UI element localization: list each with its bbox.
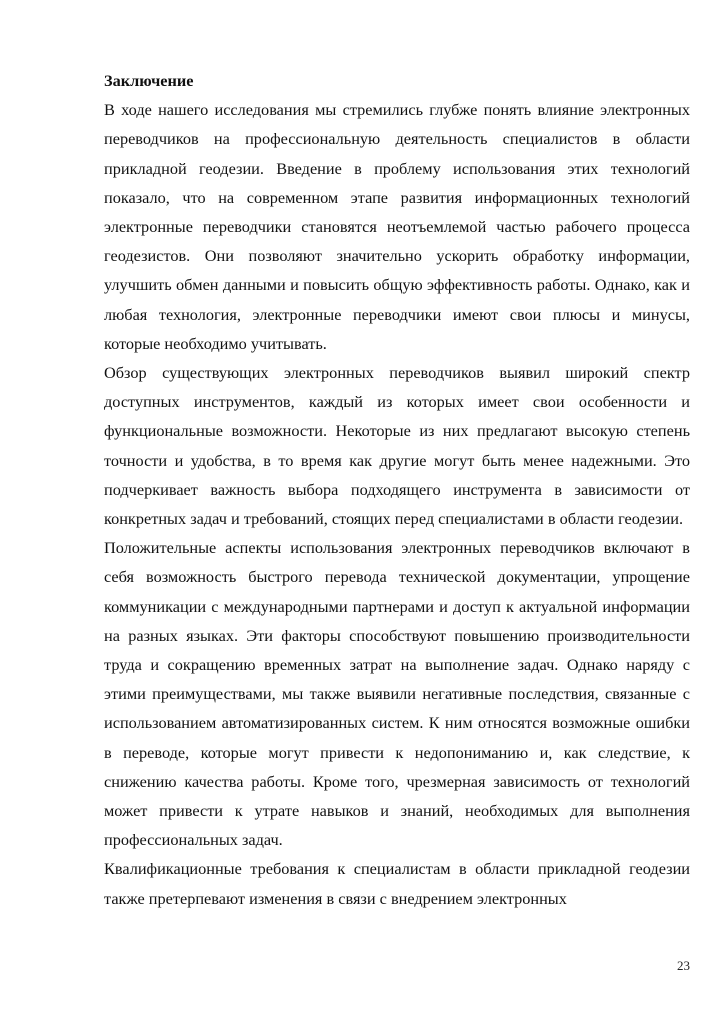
paragraph-1: В ходе нашего исследования мы стремились глубже понять влияние электронных переводчиков на профессиональную деятельность специалистов в области прикладной геодезии. Введение в проблему использования этих технологий показало, что на современном этапе развития информационных технологий электронные переводчики становятся неотъемлемой частью рабочего процесса геодезистов. Они позволяют значительно ускорить обработку информации, улучшить обмен данными и повысить общую эффективность работы. Однако, как и любая технология, электронные переводчики имеют свои плюсы и минусы, которые необходимо учитывать. [104,100,690,353]
page-number: 23 [677,958,690,973]
paragraph-4: Квалификационные требования к специалистам в области прикладной геодезии также претерпевают изменения в связи с внедрением электронных [104,859,690,908]
paragraph-2: Обзор существующих электронных переводчиков выявил широкий спектр доступных инструментов, каждый из которых имеет свои особенности и функциональные возможности. Некоторые из них предлагают высокую степень точности и удобства, в то время как другие могут быть менее надежными. Это подчеркивает важность выбора подходящего инструмента в зависимости от конкретных задач и требований, стоящих перед специалистами в области геодезии. [104,363,690,529]
paragraph-3: Положительные аспекты использования электронных переводчиков включают в себя возможность быстрого перевода технической документации, упрощение коммуникации с международными партнерами и доступ к актуальной информации на разных языках. Эти факторы способствуют повышению производительности труда и сокращению временных затрат на выполнение задач. Однако наряду с этими преимуществами, мы также выявили негативные последствия, связанные с использованием автоматизированных систем. К ним относятся возможные ошибки в переводе, которые могут привести к недопониманию и, как следствие, к снижению качества работы. Кроме того, чрезмерная зависимость от технологий может привести к утрате навыков и знаний, необходимых для выполнения профессиональных задач. [104,538,690,850]
section-heading: Заключение [104,71,194,90]
page-body [104,66,690,913]
